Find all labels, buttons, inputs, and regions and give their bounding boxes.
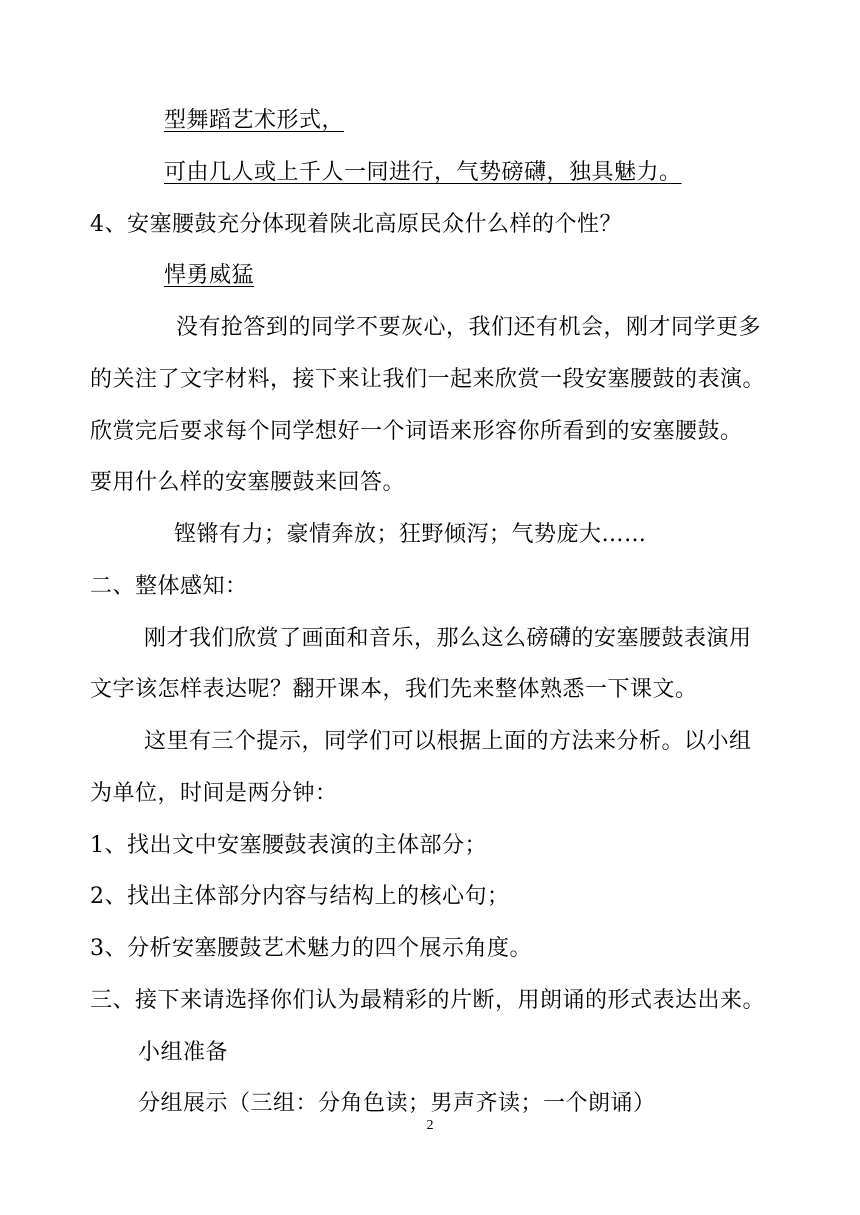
task-1: 1、找出文中安塞腰鼓表演的主体部分； (90, 833, 487, 858)
answer-line-1: 型舞蹈艺术形式， (164, 108, 345, 133)
descriptive-words: 铿锵有力；豪情奔放；狂野倾泻；气势庞大…… (174, 522, 647, 547)
paragraph3-line-2: 为单位，时间是两分钟： (90, 781, 338, 806)
paragraph2-line-2: 文字该怎样表达呢？翻开课本，我们先来整体熟悉一下课文。 (90, 677, 698, 702)
group-prepare: 小组准备 (138, 1040, 229, 1065)
answer-4: 悍勇威猛 (164, 263, 255, 288)
question-4: 4、安塞腰鼓充分体现着陕北高原民众什么样的个性？ (90, 212, 622, 237)
paragraph2-line-1: 刚才我们欣赏了画面和音乐，那么这么磅礴的安塞腰鼓表演用 (144, 626, 752, 651)
section-heading-2: 二、整体感知： (90, 574, 248, 599)
paragraph-line-4: 要用什么样的安塞腰鼓来回答。 (90, 470, 406, 495)
task-3: 3、分析安塞腰鼓艺术魅力的四个展示角度。 (90, 936, 532, 961)
answer-line-2: 可由几人或上千人一同进行，气势磅礴，独具魅力。 (164, 160, 682, 185)
paragraph-line-2: 的关注了文字材料，接下来让我们一起来欣赏一段安塞腰鼓的表演。 (90, 367, 766, 392)
paragraph-line-1: 没有抢答到的同学不要灰心，我们还有机会，刚才同学更多 (176, 315, 762, 340)
group-presentation: 分组展示（三组：分角色读；男声齐读；一个朗诵） (138, 1091, 656, 1116)
section-heading-3: 三、接下来请选择你们认为最精彩的片断，用朗诵的形式表达出来。 (90, 988, 766, 1013)
paragraph-line-3: 欣赏完后要求每个同学想好一个词语来形容你所看到的安塞腰鼓。 (90, 419, 743, 444)
task-2: 2、找出主体部分内容与结构上的核心句； (90, 884, 510, 909)
paragraph3-line-1: 这里有三个提示，同学们可以根据上面的方法来分析。以小组 (144, 729, 752, 754)
page-number: 2 (426, 1118, 434, 1133)
